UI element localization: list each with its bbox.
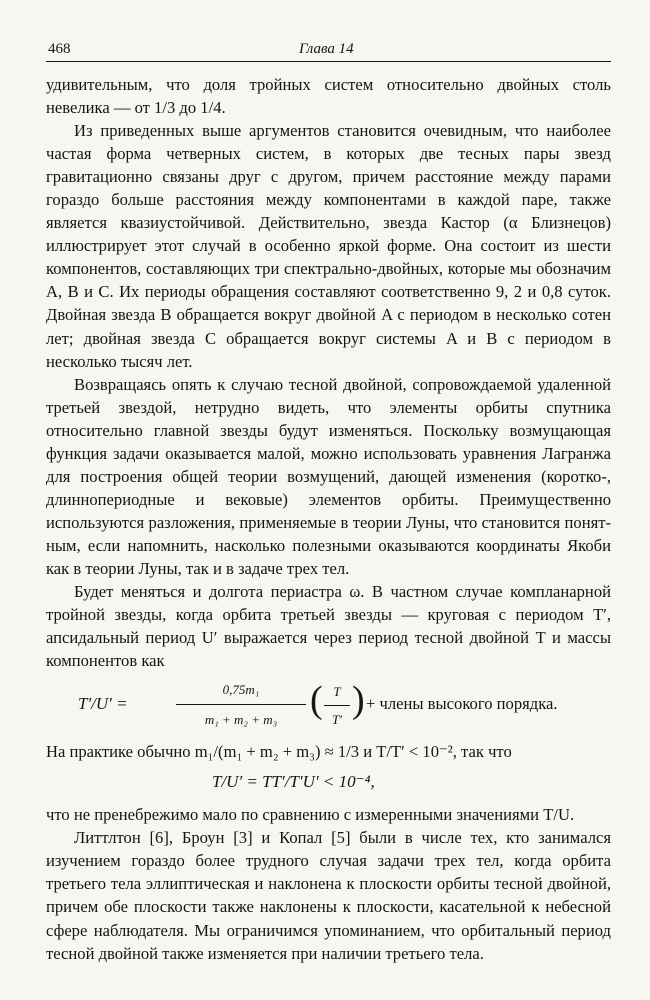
paragraph-2: Из приведенных выше аргументов становится очевидным, что наиболее частая форма четверных систем, в которых две тесных пары звезд гравитационно связаны друг с другом, причем расстояние между парами гораздо больше расстояния между компонентами в каждой паре, также является квазиустойчивой. Действительно, звезда Кастор (α Близнецов) иллюстрирует этот случай в особенно яркой форме. Она состоит из шести компонентов, составляющих три спектрально-двойных, которые мы обозначим A, B и C. Их периоды обращения составляют соответственно 9, 2 и 0,8 суток. Двойная звезда B обращается вокруг двойной A с периодом в несколько сотен лет; двойная звезда C обращается вокруг системы A и B с периодом в несколько тысяч лет. [46,121,611,371]
paragraph-5: На практике обычно m₁/(m₁ + m₂ + m₃) ≈ 1/3 и T/T′ < 10⁻², так что [46,742,512,762]
fraction-denominator: m₁ + m₂ + m₃ [204,712,278,728]
left-paren: ( [310,679,323,722]
period-numerator: T [324,680,350,706]
paragraph-1: удивительным, что доля тройных систем относительно двойных столь невелика — от 1/3 до 1/4. [46,75,611,118]
formula-inequality-text: T/U′ = TT′/T′U′ < 10⁻⁴, [212,772,375,792]
paragraph-4: Будет меняться и долгота периастра ω. В частном случае компланарной тройной звезды, когда орбита третьей звезды — круговая с периодом T′, апсидальный период U′ выражается через период тесной двойной T и массы компонентов как [46,582,611,671]
formula-apsidal-period [46,678,611,730]
formula-inequality [46,763,611,803]
formula-mass-fraction [176,678,306,731]
right-paren: ) [352,679,365,722]
paragraph-6: что не пренебрежимо мало по сравнению с измеренными значениями T/U. [46,805,575,825]
formula-lhs: T′/U′ = [78,694,128,714]
formula-tail: + члены высокого порядка. [366,694,558,714]
page-body [46,73,611,965]
period-fraction [324,680,350,731]
fraction-numerator: 0,75m₁ [176,678,306,705]
chapter-title: Глава 14 [299,41,354,57]
paragraph-3: Возвращаясь опять к случаю тесной двойной, сопровождаемой удаленной третьей звездой, нетрудно видеть, что элементы орбиты спутника относительно главной звезды будут изменяться. Поскольку возмущающая функция задачи оказывается малой, можно использовать уравнения Лагранжа для построения общей теории возмущений, дающей изменения (коротко-, длиннопериодные и вековые) элементов орбиты. Преимущественно используются разложения, применяемые в теории Луны, что становится понятным, если напомнить, насколько полезными оказываются координаты Якоби как в теории Луны, так и в задаче трех тел. [46,374,611,578]
page-header [46,39,611,62]
period-denominator: T′ [331,712,343,728]
page-number: 468 [48,41,71,57]
paragraph-7: Литтлтон [6], Броун [3] и Копал [5] были в числе тех, кто занимался изучением гораздо более трудного случая задачи трех тел, когда орбита третьего тела эллиптическая и наклонена к плоскости орбиты тесной двойной, причем обе плоскости также наклонены к плоскости, касательной к небесной сфере наблюдателя. Мы ограничимся упоминанием, что орбитальный период тесной двойной также изменяется при наличии третьего тела. [46,828,611,963]
